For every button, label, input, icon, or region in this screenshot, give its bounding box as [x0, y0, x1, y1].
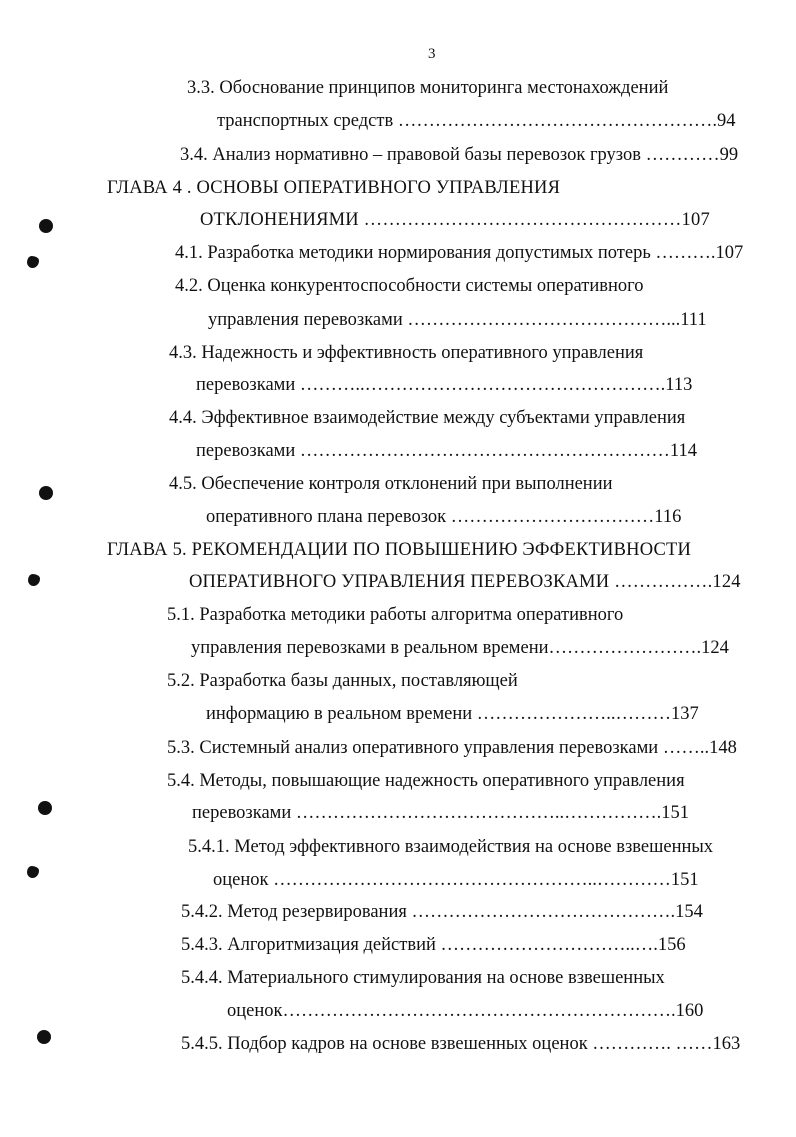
- toc-line-4-2-b: управления перевозками ……………………………………...111: [208, 310, 707, 330]
- punch-hole-mark: [39, 486, 53, 500]
- toc-line-4-5-a: 4.5. Обеспечение контроля отклонений при выполнении: [169, 474, 613, 494]
- toc-line-4-3-b: перевозками ………..………………………………………….113: [196, 375, 693, 395]
- page-number: 3: [428, 46, 436, 62]
- toc-line-4-4-a: 4.4. Эффективное взаимодействие между субъектами управления: [169, 408, 686, 428]
- toc-chapter-5-title-cont: ОПЕРАТИВНОГО УПРАВЛЕНИЯ ПЕРЕВОЗКАМИ …………….124: [189, 572, 741, 592]
- punch-hole-mark: [39, 219, 53, 233]
- toc-line-5-2-b: информацию в реальном времени …………………..………137: [206, 704, 699, 724]
- punch-hole-mark: [27, 256, 39, 268]
- toc-chapter-4-title: ГЛАВА 4 . ОСНОВЫ ОПЕРАТИВНОГО УПРАВЛЕНИЯ: [107, 178, 561, 198]
- toc-line-3-3-a: 3.3. Обоснование принципов мониторинга местонахождений: [187, 78, 669, 98]
- toc-line-5-4-4-a: 5.4.4. Материального стимулирования на основе взвешенных: [181, 968, 665, 988]
- toc-chapter-4-title-cont: ОТКЛОНЕНИЯМИ ……………………………………………107: [200, 210, 710, 230]
- toc-line-4-3-a: 4.3. Надежность и эффективность оперативного управления: [169, 343, 644, 363]
- punch-hole-mark: [27, 866, 39, 878]
- punch-hole-mark: [38, 801, 52, 815]
- toc-line-5-2-a: 5.2. Разработка базы данных, поставляющей: [167, 671, 518, 691]
- toc-line-5-4-4-b: оценок……………………………………………………….160: [227, 1001, 704, 1021]
- toc-line-4-4-b: перевозками ……………………………………………………114: [196, 441, 697, 461]
- toc-line-5-3: 5.3. Системный анализ оперативного управления перевозками ……..148: [167, 738, 737, 758]
- toc-line-5-4-a: 5.4. Методы, повышающие надежность оперативного управления: [167, 771, 685, 791]
- toc-chapter-5-title: ГЛАВА 5. РЕКОМЕНДАЦИИ ПО ПОВЫШЕНИЮ ЭФФЕКТИВНОСТИ: [107, 540, 692, 560]
- toc-line-5-1-a: 5.1. Разработка методики работы алгоритма оперативного: [167, 605, 624, 625]
- toc-line-4-1: 4.1. Разработка методики нормирования допустимых потерь ……….107: [175, 243, 744, 263]
- punch-hole-mark: [37, 1030, 51, 1044]
- toc-line-5-4-3: 5.4.3. Алгоритмизация действий …………………………..….156: [181, 935, 686, 955]
- toc-line-3-4: 3.4. Анализ нормативно – правовой базы перевозок грузов …………99: [180, 145, 739, 165]
- toc-line-5-4-5: 5.4.5. Подбор кадров на основе взвешенных оценок …………. ……163: [181, 1034, 741, 1054]
- toc-line-5-4-2: 5.4.2. Метод резервирования …………………………………….154: [181, 902, 703, 922]
- toc-line-4-5-b: оперативного плана перевозок ……………………………116: [206, 507, 682, 527]
- toc-line-5-4-1-a: 5.4.1. Метод эффективного взаимодействия на основе взвешенных: [188, 837, 714, 857]
- toc-line-3-3-b: транспортных средств …………………………………………….94: [217, 111, 736, 131]
- toc-line-5-1-b: управления перевозками в реальном времени…………………….124: [191, 638, 729, 658]
- punch-hole-mark: [28, 574, 40, 586]
- toc-line-4-2-a: 4.2. Оценка конкурентоспособности системы оперативного: [175, 276, 644, 296]
- toc-line-5-4-b: перевозками ……………………………………..…………….151: [192, 803, 690, 823]
- toc-line-5-4-1-b: оценок ……………………………………………..…………151: [213, 870, 699, 890]
